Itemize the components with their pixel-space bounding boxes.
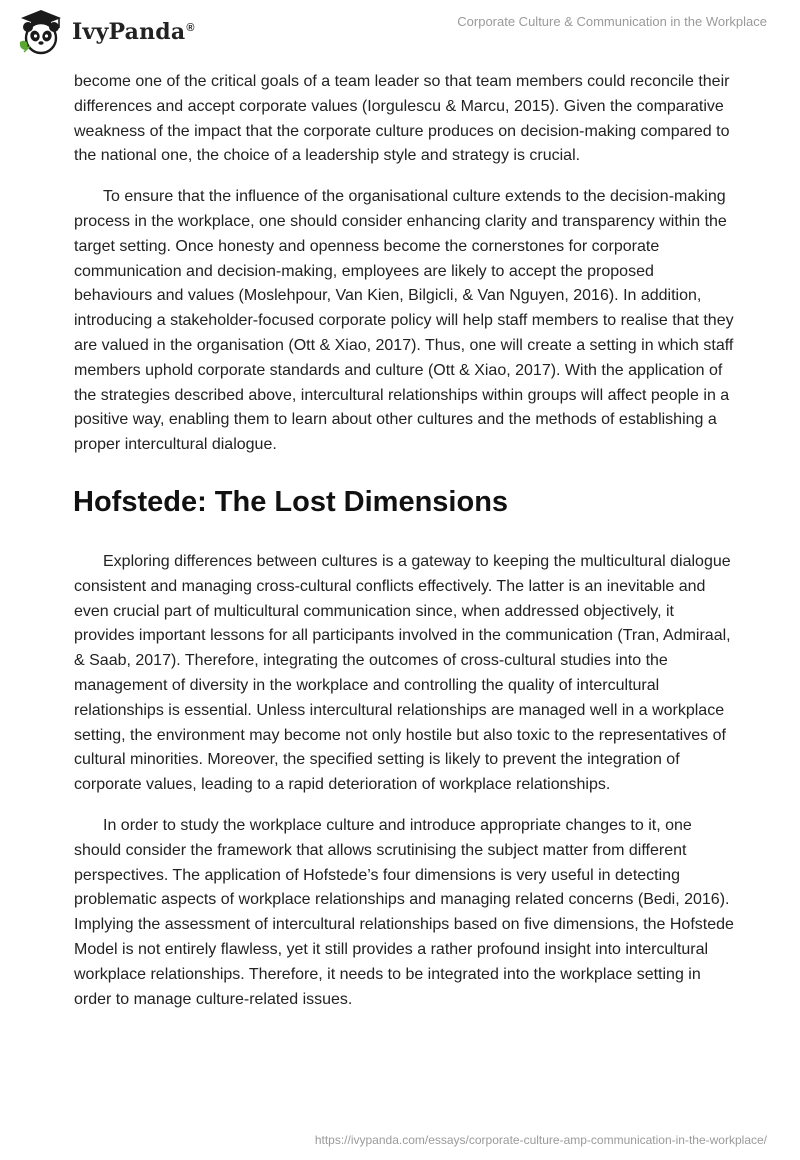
paragraph: To ensure that the influence of the organisational culture extends to the decision-making process in the workplace, one should consider enhancing clarity and transparency within the target setting. Once honesty and openness become the cornerstones for corporate communication and decision-making, employees are likely to accept the proposed behaviours and values (Moslehpour, Van Kien, Bilgicli, & Van Nguyen, 2016). In addition, introducing a stakeholder-focused corporate policy will help staff members to realise that they are valued in the organisation (Ott & Xiao, 2017). Thus, one will create a setting in which staff members uphold corporate standards and culture (Ott & Xiao, 2017). With the application of the strategies described above, intercultural relationships within groups will affect people in a positive way, enabling them to learn about other cultures and the methods of establishing a proper intercultural dialogue. — [74, 188, 734, 454]
section-heading: Hofstede: The Lost Dimensions — [73, 485, 509, 518]
source-url[interactable]: https://ivypanda.com/essays/corporate-culture-amp-communication-in-the-workplace/ — [314, 1133, 767, 1147]
paragraph-continuation: become one of the critical goals of a team leader so that team members could reconcile their differences and accept corporate values (Iorgulescu & Marcu, 2015). Given the comparative weakness of the impact that the corporate culture produces on decision-making compared to the national one, the choice of a leadership style and strategy is crucial. — [74, 73, 730, 165]
page-header — [0, 0, 800, 64]
essay-content — [74, 70, 734, 1028]
paragraph: In order to study the workplace culture and introduce appropriate changes to it, one should consider the framework that allows scrutinising the subject matter from different perspectives. The application of Hofstede’s four dimensions is very useful in detecting problematic aspects of workplace relationships and managing related concerns (Bedi, 2016). Implying the assessment of intercultural relationships based on five dimensions, the Hofstede Model is not entirely flawless, yet it still provides a rather profound insight into intercultural workplace relationships. Therefore, it needs to be integrated into the workplace setting in order to manage culture-related issues. — [74, 816, 734, 1008]
ivypanda-logo[interactable] — [16, 8, 195, 56]
paragraph: Exploring differences between cultures is a gateway to keeping the multicultural dialogue consistent and managing cross-cultural conflicts effectively. The latter is an inevitable and even crucial part of multicultural communication since, when addressed objectively, it provides important lessons for all participants involved in the communication (Tran, Admiraal, & Saab, 2017). Therefore, integrating the outcomes of cross-cultural studies into the management of diversity in the workplace and controlling the quality of intercultural relationships is essential. Unless intercultural relationships are managed well in a workplace setting, the environment may become not only hostile but also toxic to the representatives of cultural minorities. Moreover, the specified setting is likely to prevent the integration of corporate values, leading to a rapid deterioration of workplace relationships. — [74, 552, 731, 794]
brand-text: IvyPanda — [72, 19, 186, 45]
brand-name — [72, 19, 195, 45]
panda-graduate-icon — [16, 8, 66, 56]
document-title: Corporate Culture & Communication in the Workplace — [457, 14, 767, 29]
registered-mark: ® — [186, 21, 195, 34]
